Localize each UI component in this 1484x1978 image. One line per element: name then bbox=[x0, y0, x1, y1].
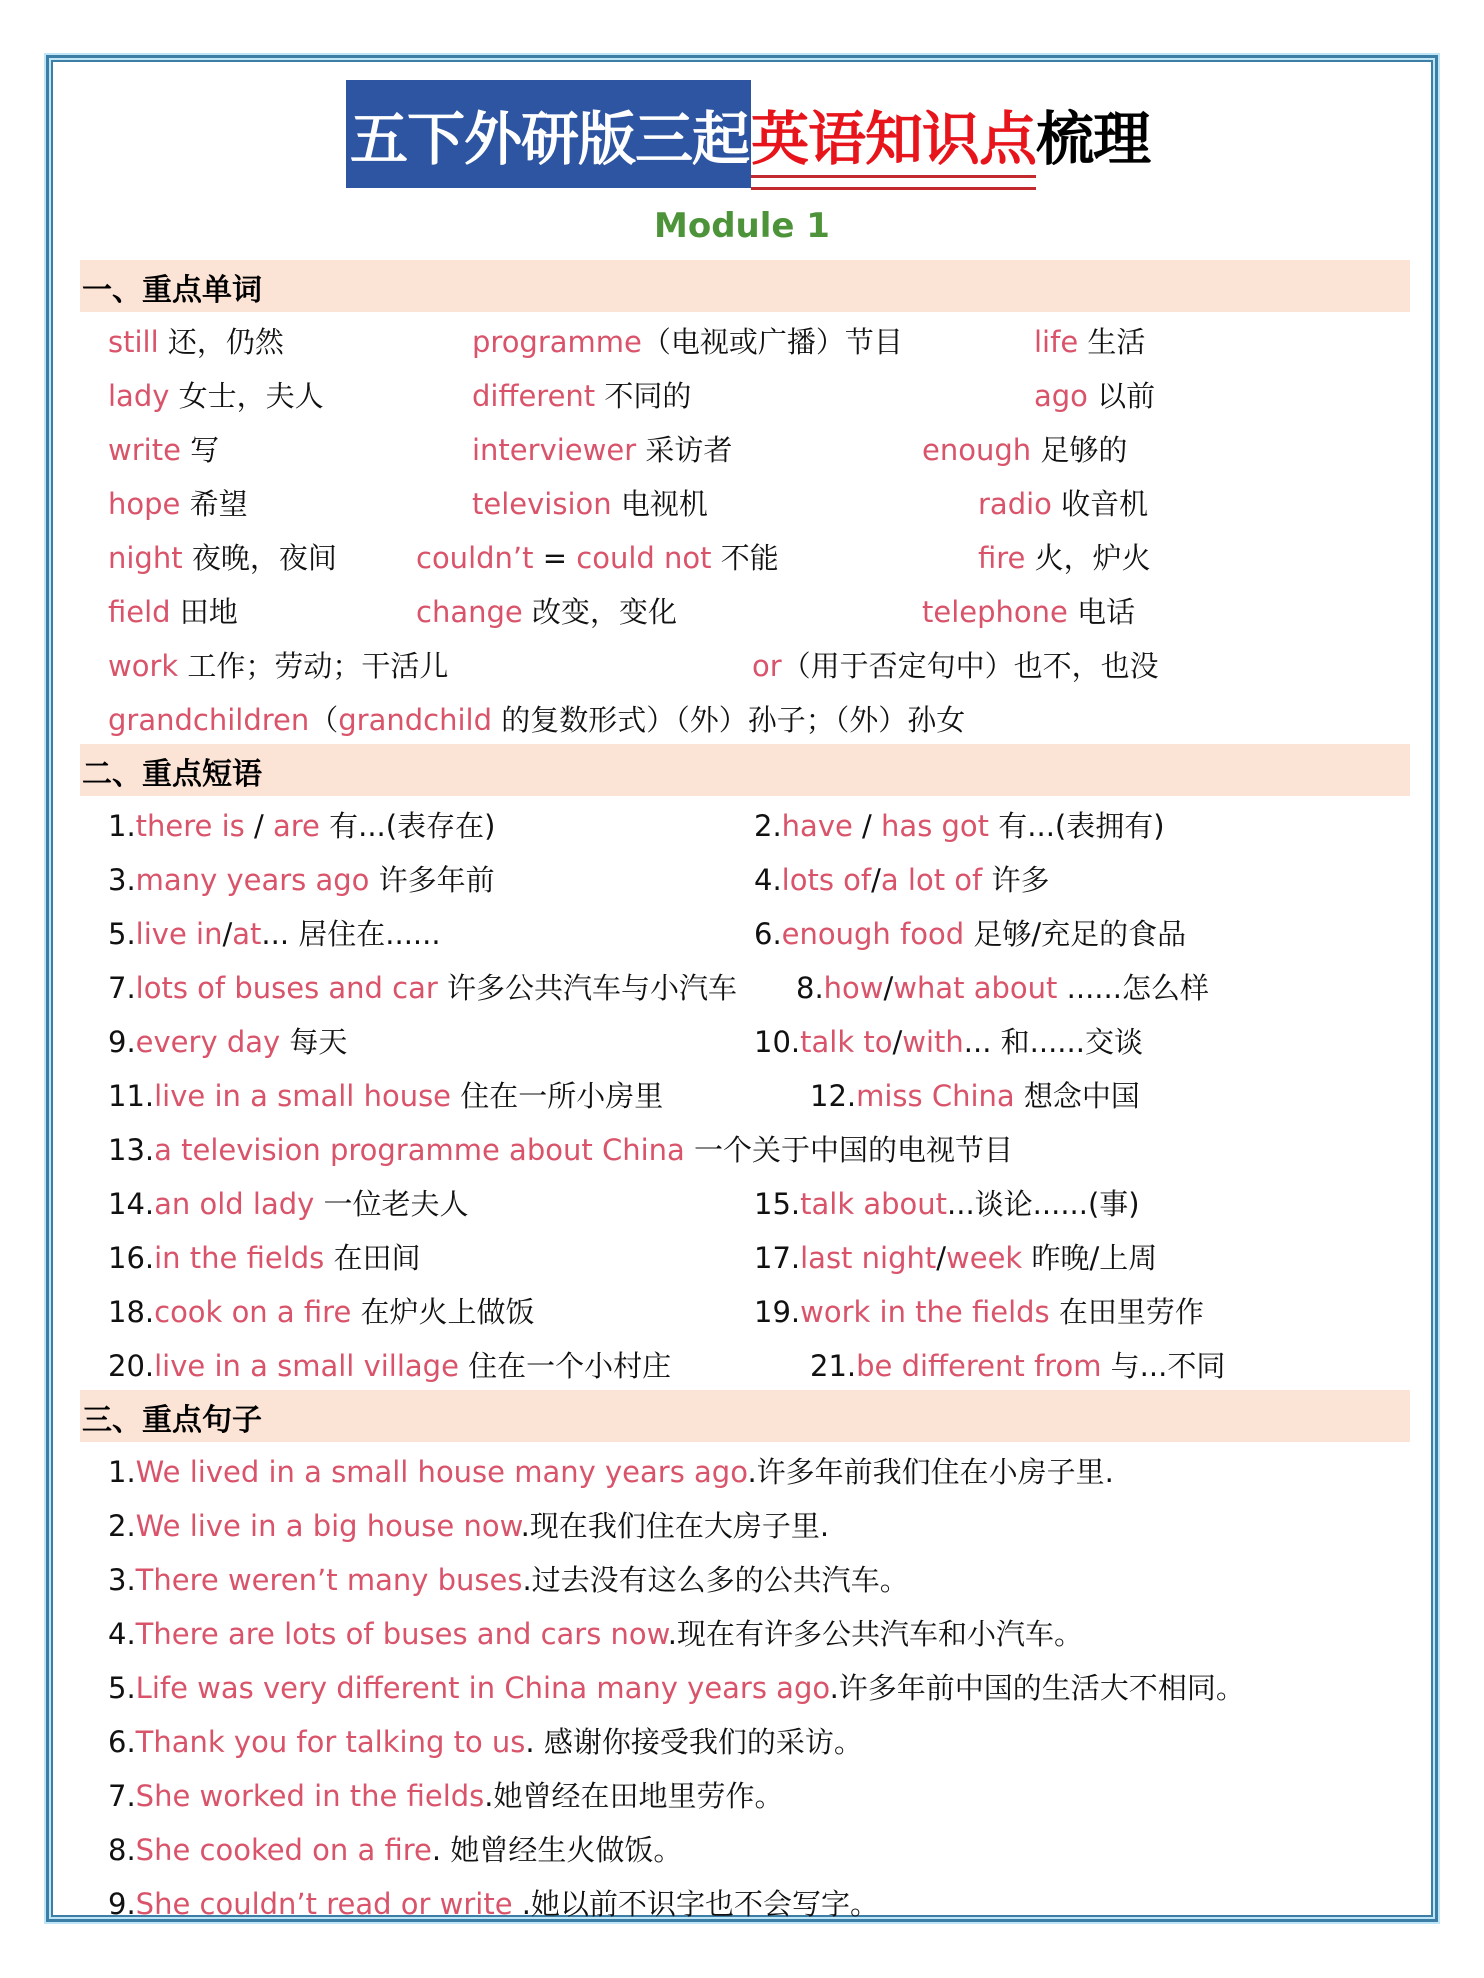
word-item: change 改变，变化 bbox=[416, 595, 677, 629]
phrase-item: 18.cook on a fire 在炉火上做饭 bbox=[108, 1295, 535, 1329]
phrase-item: 10.talk to/with... 和......交谈 bbox=[754, 1025, 1143, 1059]
word-item: or（用于否定句中）也不，也没 bbox=[752, 649, 1159, 683]
page-title bbox=[346, 80, 1150, 188]
phrase-item: 16.in the fields 在田间 bbox=[108, 1241, 421, 1275]
phrase-item: 20.live in a small village 住在一个小村庄 bbox=[108, 1349, 672, 1383]
word-item: different 不同的 bbox=[472, 379, 692, 413]
title-suffix: 梳理 bbox=[1036, 105, 1151, 173]
phrase-item: 13.a television programme about China 一个关于中国的电视节目 bbox=[108, 1133, 1013, 1167]
word-item: work 工作；劳动；干活儿 bbox=[108, 649, 449, 683]
sentence-item: 2.We live in a big house now.现在我们住在大房子里. bbox=[108, 1509, 830, 1543]
phrase-item: 8.how/what about ......怎么样 bbox=[796, 971, 1209, 1005]
phrase-item: 6.enough food 足够/充足的食品 bbox=[754, 917, 1187, 951]
phrase-item: 4.lots of/a lot of 许多 bbox=[754, 863, 1050, 897]
word-item: write 写 bbox=[108, 433, 220, 467]
sentence-item: 8.She cooked on a fire. 她曾经生火做饭。 bbox=[108, 1833, 683, 1867]
phrase-item: 9.every day 每天 bbox=[108, 1025, 348, 1059]
phrase-item: 14.an old lady 一位老夫人 bbox=[108, 1187, 469, 1221]
phrase-item: 21.be different from 与...不同 bbox=[810, 1349, 1226, 1383]
word-item: hope 希望 bbox=[108, 487, 248, 521]
sentence-item: 5.Life was very different in China many years ago.许多年前中国的生活大不相同。 bbox=[108, 1671, 1245, 1705]
section-heading-sentences: 三、重点句子 bbox=[80, 1390, 1410, 1442]
word-item: telephone 电话 bbox=[922, 595, 1136, 629]
phrase-item: 3.many years ago 许多年前 bbox=[108, 863, 495, 897]
phrase-item: 2.have / has got 有...(表拥有) bbox=[754, 809, 1165, 843]
phrase-item: 12.miss China 想念中国 bbox=[810, 1079, 1140, 1113]
phrase-item: 11.live in a small house 住在一所小房里 bbox=[108, 1079, 664, 1113]
sentence-item: 9.She couldn’t read or write .她以前不识字也不会写字。 bbox=[108, 1887, 879, 1921]
word-item: fire 火，炉火 bbox=[978, 541, 1151, 575]
phrase-item: 15.talk about...谈论......(事) bbox=[754, 1187, 1140, 1221]
sentence-item: 3.There weren’t many buses.过去没有这么多的公共汽车。 bbox=[108, 1563, 909, 1597]
phrase-item: 19.work in the fields 在田里劳作 bbox=[754, 1295, 1204, 1329]
word-item: grandchildren（grandchild 的复数形式）（外）孙子；（外）孙女 bbox=[108, 703, 966, 737]
word-item: life 生活 bbox=[1034, 325, 1146, 359]
word-item: interviewer 采访者 bbox=[472, 433, 733, 467]
title-highlight-blue: 五下外研版三起 bbox=[346, 80, 751, 188]
sentence-item: 7.She worked in the fields.她曾经在田地里劳作。 bbox=[108, 1779, 784, 1813]
word-item: television 电视机 bbox=[472, 487, 708, 521]
sentence-item: 6.Thank you for talking to us. 感谢你接受我们的采访。 bbox=[108, 1725, 863, 1759]
word-item: lady 女士，夫人 bbox=[108, 379, 324, 413]
section-heading-phrases: 二、重点短语 bbox=[80, 744, 1410, 796]
word-item: still 还，仍然 bbox=[108, 325, 284, 359]
word-item: enough 足够的 bbox=[922, 433, 1128, 467]
sentence-item: 1.We lived in a small house many years ago.许多年前我们住在小房子里. bbox=[108, 1455, 1114, 1489]
phrase-item: 5.live in/at... 居住在...... bbox=[108, 917, 441, 951]
phrase-item: 1.there is / are 有...(表存在) bbox=[108, 809, 496, 843]
word-item: programme（电视或广播）节目 bbox=[472, 325, 903, 359]
section-heading-words: 一、重点单词 bbox=[80, 260, 1410, 312]
title-highlight-red: 英语知识点 bbox=[751, 92, 1036, 176]
sentence-item: 4.There are lots of buses and cars now.现在有许多公共汽车和小汽车。 bbox=[108, 1617, 1083, 1651]
phrase-item: 17.last night/week 昨晚/上周 bbox=[754, 1241, 1158, 1275]
word-item: field 田地 bbox=[108, 595, 238, 629]
word-item: ago 以前 bbox=[1034, 379, 1156, 413]
word-item: couldn’t = could not 不能 bbox=[416, 541, 779, 575]
word-item: night 夜晚，夜间 bbox=[108, 541, 337, 575]
module-label: Module 1 bbox=[654, 206, 830, 246]
phrase-item: 7.lots of buses and car 许多公共汽车与小汽车 bbox=[108, 971, 738, 1005]
word-item: radio 收音机 bbox=[978, 487, 1149, 521]
